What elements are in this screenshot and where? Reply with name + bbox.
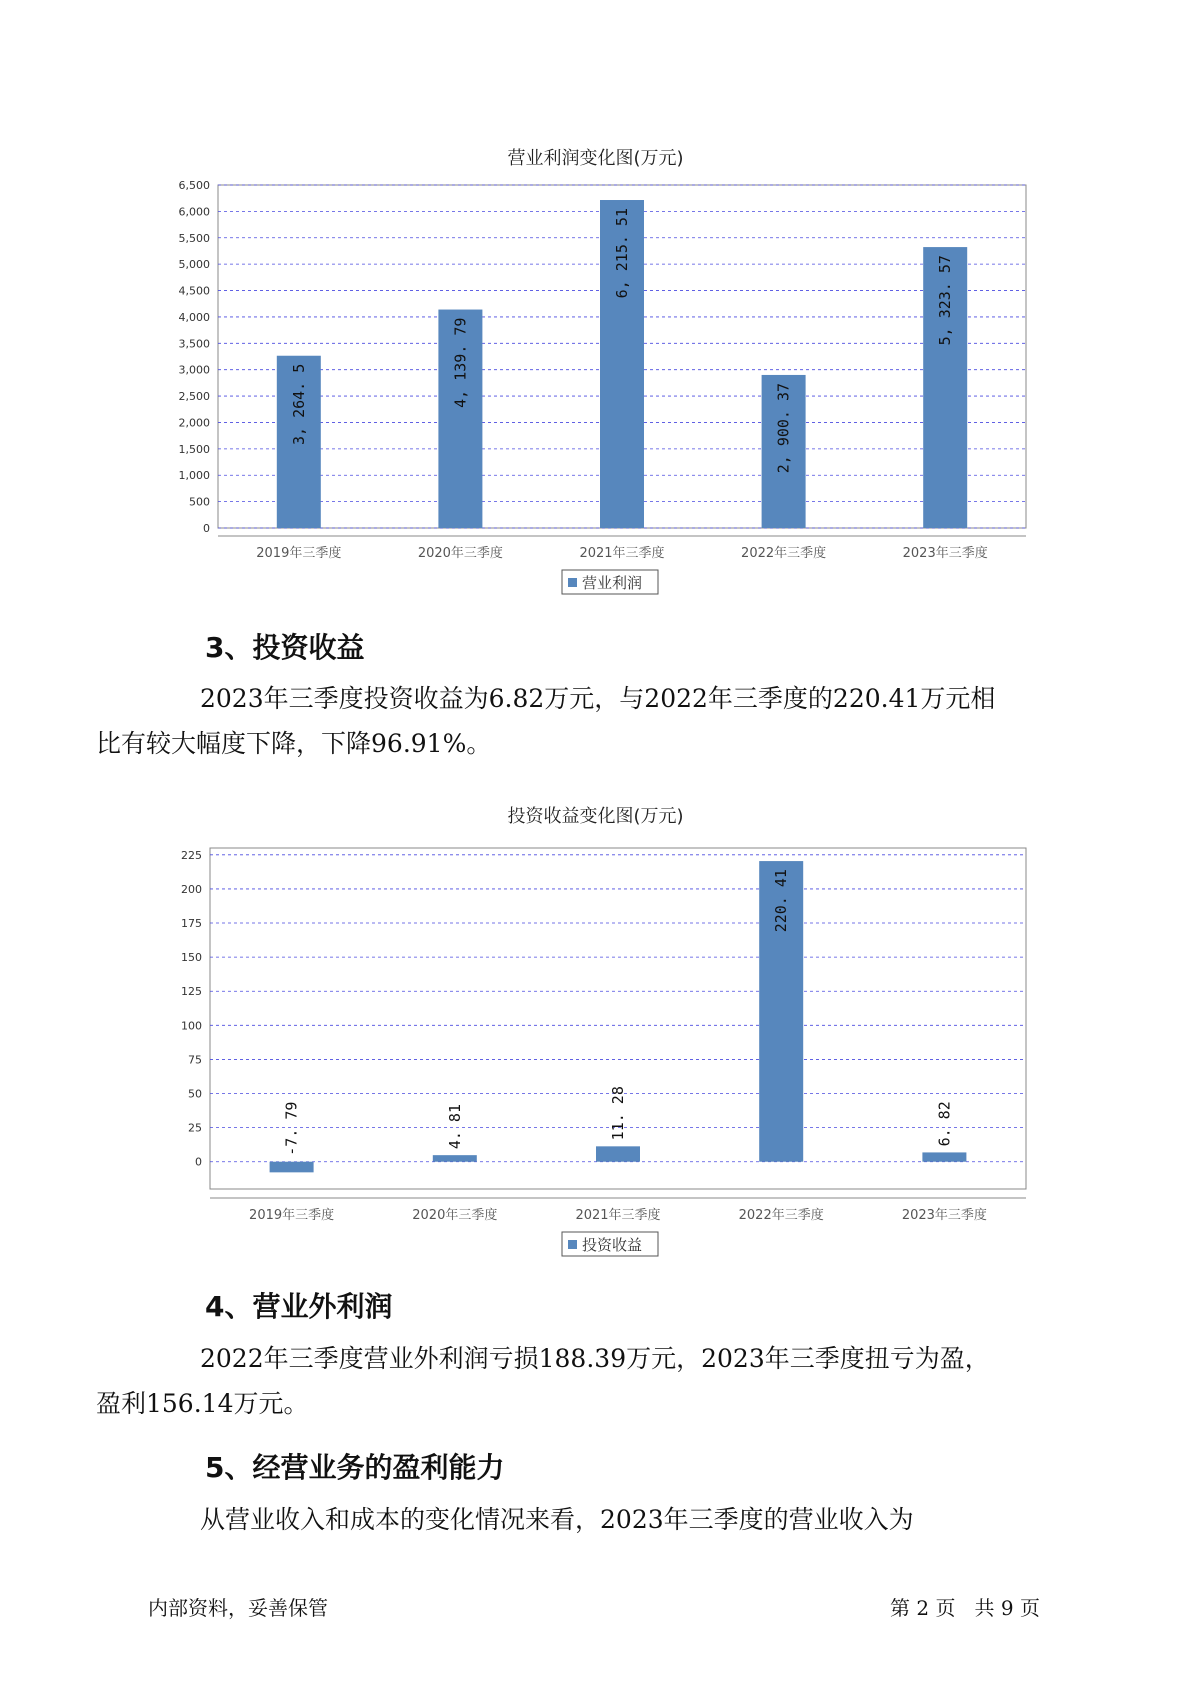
legend-label: 营业利润 (582, 574, 643, 592)
y-tick-label: 3,500 (178, 337, 210, 351)
y-tick-label: 125 (181, 985, 202, 999)
footer-confidential-note: 内部资料，妥善保管 (148, 1596, 328, 1620)
section-4-heading: 4、营业外利润 (205, 1290, 393, 1323)
data-label: 4, 139. 79 (451, 317, 470, 408)
y-tick-label: 1,000 (178, 469, 210, 483)
y-tick-label: 25 (188, 1121, 202, 1135)
y-tick-label: 100 (181, 1019, 202, 1033)
bar (596, 1146, 640, 1161)
section-5-heading: 5、经营业务的盈利能力 (205, 1451, 505, 1484)
y-tick-label: 200 (181, 882, 202, 896)
section-5-line1: 从营业收入和成本的变化情况来看，2023年三季度的营业收入为 (200, 1505, 914, 1534)
y-tick-label: 4,500 (178, 284, 210, 298)
y-tick-label: 6,500 (178, 179, 210, 192)
bar (270, 1162, 314, 1173)
y-tick-label: 0 (203, 522, 210, 535)
data-label: 6, 215. 51 (613, 208, 631, 299)
chart2-title: 投资收益变化图(万元) (507, 806, 684, 827)
legend (562, 1232, 658, 1256)
x-tick-label: 2020年三季度 (412, 1208, 498, 1223)
data-label: 11. 28 (609, 1086, 627, 1141)
legend-label: 投资收益 (582, 1236, 643, 1254)
y-tick-label: 225 (181, 848, 202, 862)
section-3-line2: 比有较大幅度下降，下降96.91%。 (96, 729, 492, 758)
data-label: 2, 900. 37 (774, 382, 793, 474)
section-3-paragraph (96, 676, 1058, 766)
x-tick-label: 2021年三季度 (575, 1208, 661, 1223)
chart1-title: 营业利润变化图(万元) (507, 148, 684, 169)
bar (433, 1155, 477, 1162)
section-4-paragraph (96, 1336, 1058, 1426)
data-label: -7. 79 (282, 1101, 301, 1156)
y-tick-label: 2,000 (178, 416, 210, 430)
legend-swatch (568, 578, 577, 587)
section-3-heading: 3、投资收益 (205, 631, 365, 664)
data-label: 220. 41 (772, 869, 791, 933)
bar (922, 1152, 966, 1161)
legend (562, 570, 658, 594)
y-tick-label: 75 (188, 1053, 202, 1067)
y-tick-label: 3,000 (178, 363, 210, 377)
y-tick-label: 5,500 (178, 231, 210, 245)
data-label: 5, 323. 57 (936, 255, 955, 346)
data-label: 3, 264. 5 (289, 363, 308, 446)
y-tick-label: 500 (189, 495, 210, 509)
x-tick-label: 2020年三季度 (417, 546, 503, 561)
section-4-line1: 2022年三季度营业外利润亏损188.39万元，2023年三季度扭亏为盈， (200, 1344, 990, 1373)
y-tick-label: 1,500 (178, 442, 210, 456)
y-tick-label: 150 (181, 951, 202, 965)
y-tick-label: 2,500 (178, 390, 210, 404)
data-label: 4. 81 (445, 1104, 464, 1150)
x-tick-label: 2019年三季度 (256, 546, 342, 561)
investment-income-chart (0, 818, 1191, 1258)
x-tick-label: 2023年三季度 (902, 546, 988, 561)
section-5-paragraph (148, 1497, 1058, 1542)
y-tick-label: 6,000 (178, 205, 210, 219)
footer-page-number: 第 2 页 共 9 页 (890, 1596, 1040, 1620)
x-tick-label: 2023年三季度 (901, 1208, 987, 1223)
operating-profit-chart (0, 160, 1191, 600)
section-3-line1: 2023年三季度投资收益为6.82万元，与2022年三季度的220.41万元相 (200, 684, 996, 713)
y-tick-label: 0 (195, 1155, 202, 1169)
y-tick-label: 50 (188, 1087, 202, 1101)
x-tick-label: 2022年三季度 (738, 1208, 824, 1223)
y-tick-label: 175 (181, 917, 202, 931)
y-tick-label: 5,000 (178, 258, 210, 272)
x-tick-label: 2019年三季度 (249, 1208, 335, 1223)
legend-swatch (568, 1240, 577, 1249)
data-label: 6. 82 (935, 1101, 954, 1147)
x-tick-label: 2022年三季度 (741, 546, 827, 561)
x-tick-label: 2021年三季度 (579, 546, 665, 561)
section-4-line2: 盈利156.14万元。 (96, 1389, 309, 1418)
y-tick-label: 4,000 (178, 310, 210, 324)
